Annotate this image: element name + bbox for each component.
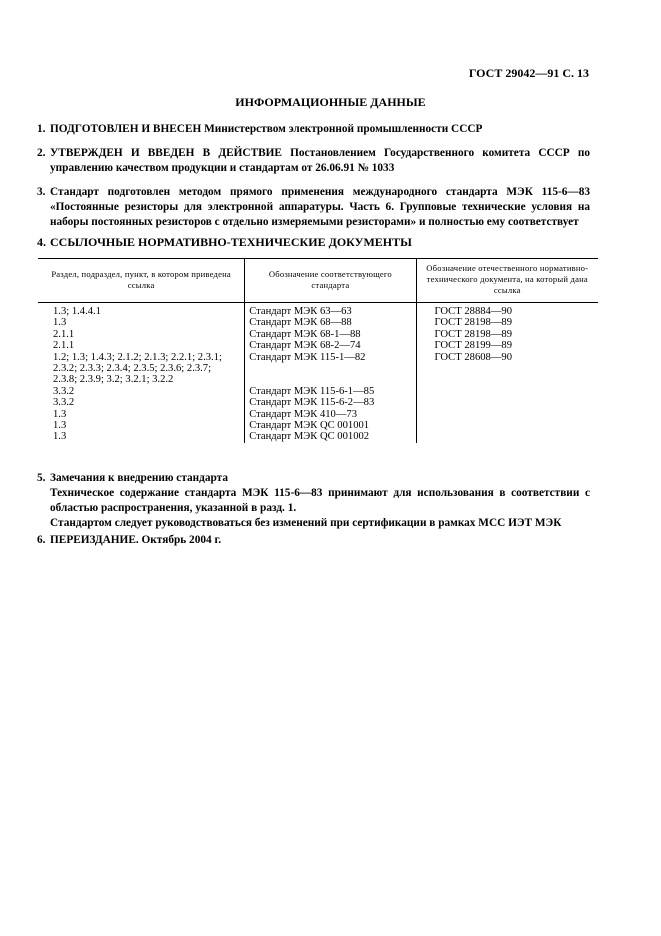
- section-5: [37, 471, 590, 531]
- column-standards: [245, 303, 416, 443]
- section-lead: ПОДГОТОВЛЕН И ВНЕСЕН: [50, 123, 202, 135]
- table-cell: ГОСТ 28198—89: [434, 328, 513, 340]
- page-header: ГОСТ 29042—91 С. 13: [468, 66, 589, 80]
- column-header-section: Раздел, подраздел, пункт, в котором приведена ссылка: [38, 259, 245, 303]
- table-cell: 1.2; 1.3; 1.4.3; 2.1.2; 2.1.3; 2.2.1; 2.3.1;: [53, 351, 222, 363]
- section-body: Октябрь 2004 г.: [138, 534, 222, 546]
- section-body: Министерством электронной промышленности СССР: [201, 123, 483, 135]
- table-cell: Стандарт МЭК QC 001001: [249, 420, 370, 432]
- column-header-standard: Обозначение соответствующего стандарта: [245, 259, 416, 303]
- section-lead: УТВЕРЖДЕН И ВВЕДЕН В ДЕЙСТВИЕ: [50, 147, 282, 159]
- section-4: [37, 235, 590, 250]
- table-cell: 2.1.1: [53, 340, 75, 352]
- section-text: [50, 122, 590, 137]
- table-cell: 2.3.8; 2.3.9; 3.2; 3.2.1; 3.2.2: [53, 374, 174, 386]
- section-lead: Замечания к внедрению стандарта: [50, 472, 228, 484]
- section-body: Стандарт подготовлен методом прямого применения международного стандарта МЭК 115-6—83 «Постоянные резисторы для электронной аппаратуры. Часть 6. Групповые технические условия на наборы постоянных резисторов с отдельно измеряемыми резисторами» и полностью ему соответствует: [50, 186, 590, 228]
- table-cell: 1.3: [53, 317, 67, 329]
- table-cell-empty: [249, 374, 415, 385]
- table-cell: ГОСТ 28608—90: [434, 351, 513, 363]
- section-number: 5.: [37, 472, 46, 484]
- column-national-docs: [416, 303, 598, 443]
- table-cell: Стандарт МЭК 68-1—88: [249, 328, 361, 340]
- section-6: [37, 533, 590, 548]
- section-number: 6.: [37, 534, 46, 546]
- table-body-row: [38, 303, 598, 443]
- section-1: [37, 122, 590, 137]
- table-header-row: [38, 259, 598, 303]
- section-text: [50, 533, 590, 548]
- table-cell: 2.3.2; 2.3.3; 2.3.4; 2.3.5; 2.3.6; 2.3.7;: [53, 363, 212, 375]
- table-cell: ГОСТ 28199—89: [434, 340, 513, 352]
- references-table: [38, 258, 598, 443]
- table-cell: Стандарт МЭК 68-2—74: [249, 340, 361, 352]
- section-2: [37, 146, 591, 176]
- section-number: 4.: [37, 235, 46, 249]
- page-title: ИНФОРМАЦИОННЫЕ ДАННЫЕ: [235, 95, 426, 109]
- section-body-2: Стандартом следует руководствоваться без изменений при сертификации в рамках МСС ИЭТ МЭК: [50, 517, 562, 529]
- table-cell: 1.3: [53, 431, 67, 443]
- table-cell: Стандарт МЭК 115-6-2—83: [249, 397, 375, 409]
- table-cell: ГОСТ 28198—89: [434, 317, 513, 329]
- table-cell: Стандарт МЭК QC 001002: [249, 431, 370, 443]
- section-lead: ПЕРЕИЗДАНИЕ.: [50, 534, 139, 546]
- table-cell: 1.3; 1.4.4.1: [53, 306, 101, 317]
- table-cell: 3.3.2: [53, 385, 75, 397]
- table-cell: 1.3: [53, 408, 67, 420]
- column-header-national-doc: Обозначение отечественного нормативно-технического документа, на который дана ссылка: [416, 259, 598, 303]
- section-3: [37, 185, 590, 230]
- section-number: 3.: [37, 186, 46, 198]
- section-text: [50, 146, 590, 176]
- table-cell: 3.3.2: [53, 397, 75, 409]
- table-cell: 1.3: [53, 420, 67, 432]
- table-cell: Стандарт МЭК 115-1—82: [249, 351, 366, 363]
- table-cell: Стандарт МЭК 115-6-1—85: [249, 385, 375, 397]
- table-cell: Стандарт МЭК 63—63: [249, 306, 352, 317]
- section-body: Постановлением Государственного комитета СССР по управлению качеством продукции и стандартам от 26.06.91 № 1033: [50, 147, 591, 174]
- table-cell: Стандарт МЭК 410—73: [249, 408, 358, 420]
- table-cell: 2.1.1: [53, 328, 75, 340]
- section-lead: ССЫЛОЧНЫЕ НОРМАТИВНО-ТЕХНИЧЕСКИЕ ДОКУМЕНТЫ: [50, 235, 412, 249]
- section-number: 1.: [37, 123, 46, 135]
- table-cell: ГОСТ 28884—90: [434, 306, 513, 317]
- section-body: Техническое содержание стандарта МЭК 115-6—83 принимают для использования в соответствии с областью распространения, указанной в разд. 1.: [50, 487, 590, 514]
- column-sections: [38, 303, 245, 443]
- table-cell: Стандарт МЭК 68—88: [249, 317, 352, 329]
- section-number: 2.: [37, 147, 46, 159]
- table-cell-empty: [249, 363, 415, 374]
